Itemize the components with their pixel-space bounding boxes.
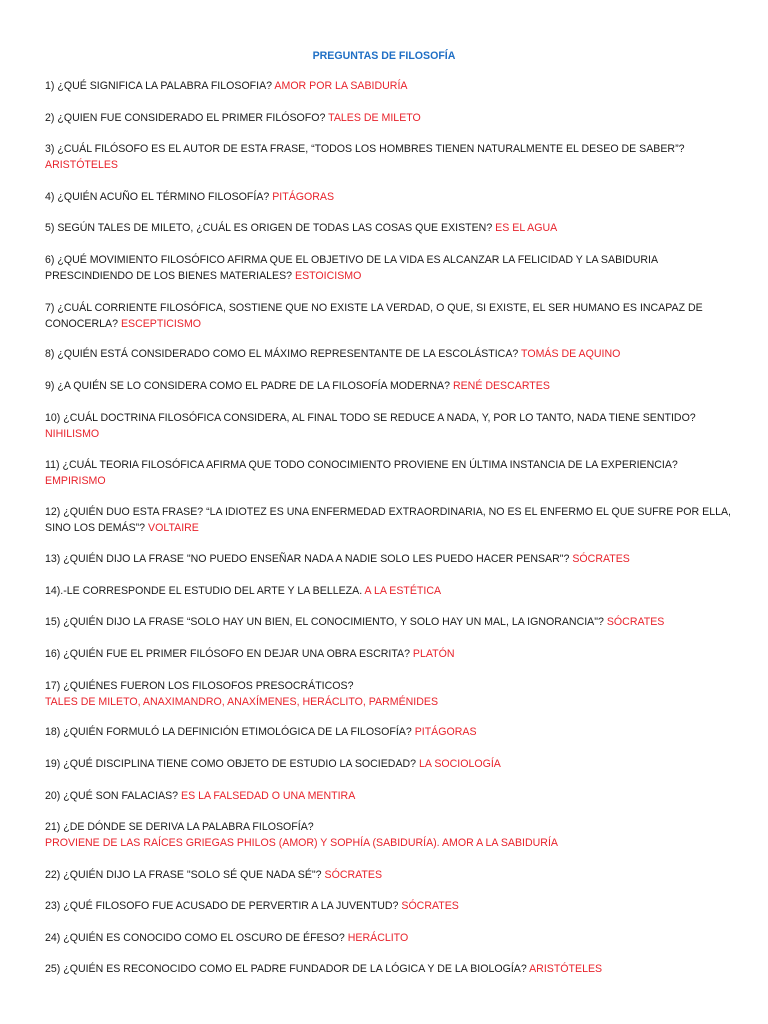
question-item	[45, 867, 735, 883]
answer-text: ARISTÓTELES	[45, 159, 118, 171]
question-item	[45, 220, 735, 236]
question-text: 21) ¿DE DÓNDE SE DERIVA LA PALABRA FILOSOFÍA?	[45, 821, 314, 833]
question-text: 5) SEGÚN TALES DE MILETO, ¿CUÁL ES ORIGEN DE TODAS LAS COSAS QUE EXISTEN?	[45, 222, 493, 234]
question-text: 8) ¿QUIÉN ESTÁ CONSIDERADO COMO EL MÁXIMO REPRESENTANTE DE LA ESCOLÁSTICA?	[45, 348, 519, 360]
page-title: PREGUNTAS DE FILOSOFÍA	[312, 50, 456, 62]
question-item	[45, 788, 735, 804]
answer-text: TALES DE MILETO	[328, 112, 421, 124]
question-text: 24) ¿QUIÉN ES CONOCIDO COMO EL OSCURO DE ÉFESO?	[45, 932, 345, 944]
question-text: 15) ¿QUIÉN DIJO LA FRASE “SOLO HAY UN BIEN, EL CONOCIMIENTO, Y SOLO HAY UN MAL, LA IGNORANCIA"?	[45, 616, 604, 628]
question-item	[45, 646, 735, 662]
question-text: 9) ¿A QUIÉN SE LO CONSIDERA COMO EL PADRE DE LA FILOSOFÍA MODERNA?	[45, 380, 451, 392]
question-text: 10) ¿CUÁL DOCTRINA FILOSÓFICA CONSIDERA, AL FINAL TODO SE REDUCE A NADA, Y, POR LO TANTO, NADA TIENE SENTIDO?	[45, 412, 696, 424]
question-item	[45, 410, 735, 442]
question-item	[45, 819, 735, 851]
answer-text: TALES DE MILETO, ANAXIMANDRO, ANAXÍMENES, HERÁCLITO, PARMÉNIDES	[45, 696, 439, 708]
question-text: 7) ¿CUÁL CORRIENTE FILOSÓFICA, SOSTIENE QUE NO EXISTE LA VERDAD, O QUE, SI EXISTE, EL SER HUMANO ES INCAPAZ DE CONOCERLA?	[45, 302, 703, 330]
answer-text: HERÁCLITO	[347, 932, 409, 944]
question-text: 16) ¿QUIÉN FUE EL PRIMER FILÓSOFO EN DEJAR UNA OBRA ESCRITA?	[45, 648, 410, 660]
question-item	[45, 378, 735, 394]
answer-text: ES EL AGUA	[495, 222, 558, 234]
answer-text: SÓCRATES	[606, 616, 665, 628]
answer-text: PITÁGORAS	[414, 726, 477, 738]
answer-text: SÓCRATES	[401, 900, 459, 912]
answer-text: ESCEPTICISMO	[120, 318, 202, 330]
question-text: 14).-LE CORRESPONDE EL ESTUDIO DEL ARTE Y LA BELLEZA.	[45, 585, 363, 597]
answer-text: PROVIENE DE LAS RAÍCES GRIEGAS PHILOS (AMOR) Y SOPHÍA (SABIDURÍA). AMOR A LA SABIDURÍA	[45, 837, 558, 849]
question-item	[45, 300, 735, 332]
question-item	[45, 930, 735, 946]
question-item	[45, 724, 735, 740]
answer-text: ESTOICISMO	[295, 270, 362, 282]
question-text: 19) ¿QUÉ DISCIPLINA TIENE COMO OBJETO DE ESTUDIO LA SOCIEDAD?	[45, 758, 417, 770]
answer-text: SÓCRATES	[324, 869, 383, 881]
answer-text: PITÁGORAS	[272, 191, 335, 203]
question-text: 6) ¿QUÉ MOVIMIENTO FILOSÓFICO AFIRMA QUE EL OBJETIVO DE LA VIDA ES ALCANZAR LA FELICIDAD Y LA SABIDURIA PRESCINDIENDO DE LOS BIENES MATERIALES?	[45, 254, 658, 282]
question-text: 17) ¿QUIÉNES FUERON LOS FILOSOFOS PRESOCRÁTICOS?	[45, 680, 354, 692]
answer-text: NIHILISMO	[45, 428, 100, 440]
answer-text: TOMÁS DE AQUINO	[521, 348, 621, 360]
question-item	[45, 504, 735, 536]
answer-text: ES LA FALSEDAD O UNA MENTIRA	[181, 790, 356, 802]
question-text: 1) ¿QUÉ SIGNIFICA LA PALABRA FILOSOFIA?	[45, 80, 273, 92]
question-text: 4) ¿QUIÉN ACUÑO EL TÉRMINO FILOSOFÍA?	[45, 191, 270, 203]
question-text: 11) ¿CUÁL TEORIA FILOSÓFICA AFIRMA QUE TODO CONOCIMIENTO PROVIENE EN ÚLTIMA INSTANCIA DE LA EXPERIENCIA?	[45, 459, 678, 471]
question-item	[45, 756, 735, 772]
question-item	[45, 141, 735, 173]
question-text: 23) ¿QUÉ FILOSOFO FUE ACUSADO DE PERVERTIR A LA JUVENTUD?	[45, 900, 399, 912]
question-item	[45, 110, 735, 126]
question-text: 18) ¿QUIÉN FORMULÓ LA DEFINICIÓN ETIMOLÓGICA DE LA FILOSOFÍA?	[45, 726, 412, 738]
question-text: 22) ¿QUIÉN DIJO LA FRASE "SOLO SÉ QUE NADA SÉ"?	[45, 869, 322, 881]
answer-text: PLATÓN	[412, 648, 455, 660]
question-item	[45, 189, 735, 205]
question-text: 12) ¿QUIÉN DUO ESTA FRASE? “LA IDIOTEZ ES UNA ENFERMEDAD EXTRAORDINARIA, NO ES EL ENFERMO EL QUE SUFRE POR ELLA, SINO LOS DEMÁS”?	[45, 506, 731, 534]
question-item	[45, 346, 735, 362]
answer-text: RENÉ DESCARTES	[452, 380, 550, 392]
question-item	[45, 551, 735, 567]
question-text: 20) ¿QUÉ SON FALACIAS?	[45, 790, 179, 802]
question-text: 13) ¿QUIÉN DIJO LA FRASE "NO PUEDO ENSEÑAR NADA A NADIE SOLO LES PUEDO HACER PENSAR"?	[45, 553, 570, 565]
question-item	[45, 961, 735, 977]
question-item	[45, 252, 735, 284]
question-item	[45, 678, 735, 710]
question-text: 3) ¿CUÁL FILÓSOFO ES EL AUTOR DE ESTA FRASE, “TODOS LOS HOMBRES TIENEN NATURALMENTE EL DESEO DE SABER”?	[45, 143, 685, 155]
question-item	[45, 898, 735, 914]
answer-text: EMPIRISMO	[45, 475, 106, 487]
question-item	[45, 457, 735, 489]
question-item	[45, 583, 735, 599]
answer-text: AMOR POR LA SABIDURÍA	[274, 80, 408, 92]
answer-text: ARISTÓTELES	[529, 963, 603, 975]
answer-text: LA SOCIOLOGÍA	[419, 758, 501, 770]
question-text: 2) ¿QUIEN FUE CONSIDERADO EL PRIMER FILÓSOFO?	[45, 112, 326, 124]
answer-text: VOLTAIRE	[148, 522, 199, 534]
question-item	[45, 614, 735, 630]
question-item	[45, 78, 735, 94]
answer-text: A LA ESTÉTICA	[364, 585, 442, 597]
question-text: 25) ¿QUIÉN ES RECONOCIDO COMO EL PADRE FUNDADOR DE LA LÓGICA Y DE LA BIOLOGÍA?	[45, 963, 527, 975]
answer-text: SÓCRATES	[572, 553, 630, 565]
